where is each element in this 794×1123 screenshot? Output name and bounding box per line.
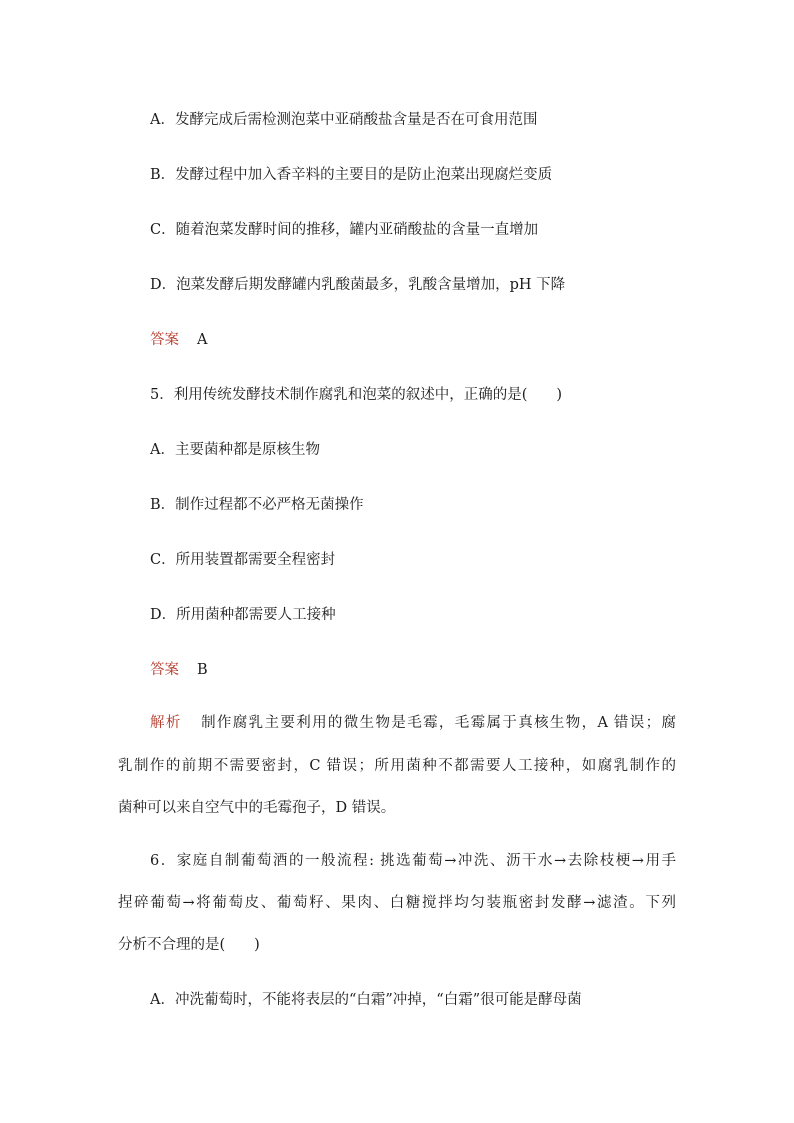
answer-label: 答案 (150, 662, 179, 678)
answer-value: B (197, 662, 208, 678)
answer-label: 答案 (150, 332, 179, 348)
q5-analysis-line-1 (150, 713, 676, 733)
q4-option-c: C．随着泡菜发酵时间的推移，罐内亚硝酸盐的含量一直增加 (150, 222, 539, 238)
answer-value: A (197, 332, 208, 348)
q5-option-b: B．制作过程都不必严格无菌操作 (150, 497, 364, 513)
q4-option-d: D．泡菜发酵后期发酵罐内乳酸菌最多，乳酸含量增加，pH 下降 (150, 277, 566, 293)
q4-option-b: B．发酵过程中加入香辛料的主要目的是防止泡菜出现腐烂变质 (150, 167, 553, 183)
q5-option-c: C．所用装置都需要全程密封 (150, 552, 336, 568)
analysis-label: 解析 (150, 715, 182, 731)
q6-stem-line-2: 捏碎葡萄→将葡萄皮、葡萄籽、果肉、白糖搅拌均匀装瓶密封发酵→滤渣。下列 (118, 895, 676, 911)
q6-stem-line-3: 分析不合理的是( ) (118, 937, 260, 953)
q6-option-a: A．冲洗葡萄时，不能将表层的“白霜”冲掉，“白霜”很可能是酵母菌 (150, 992, 582, 1008)
q5-option-d: D．所用菌种都需要人工接种 (150, 607, 336, 623)
q4-answer (150, 330, 207, 350)
q6-stem-line-1: 6．家庭自制葡萄酒的一般流程: 挑选葡萄→冲洗、沥干水→去除枝梗→用手 (150, 853, 676, 869)
analysis-text: 制作腐乳主要利用的微生物是毛霉，毛霉属于真核生物，A 错误；腐 (199, 715, 677, 731)
q5-answer (150, 660, 208, 680)
q5-analysis-line-2: 乳制作的前期不需要密封，C 错误；所用菌种不都需要人工接种，如腐乳制作的 (118, 758, 676, 774)
q5-option-a: A．主要菌种都是原核生物 (150, 442, 320, 458)
q5-stem: 5．利用传统发酵技术制作腐乳和泡菜的叙述中，正确的是( ) (150, 387, 563, 403)
q4-option-a: A．发酵完成后需检测泡菜中亚硝酸盐含量是否在可食用范围 (150, 112, 538, 128)
q5-analysis-line-3: 菌种可以来自空气中的毛霉孢子，D 错误。 (118, 800, 396, 816)
